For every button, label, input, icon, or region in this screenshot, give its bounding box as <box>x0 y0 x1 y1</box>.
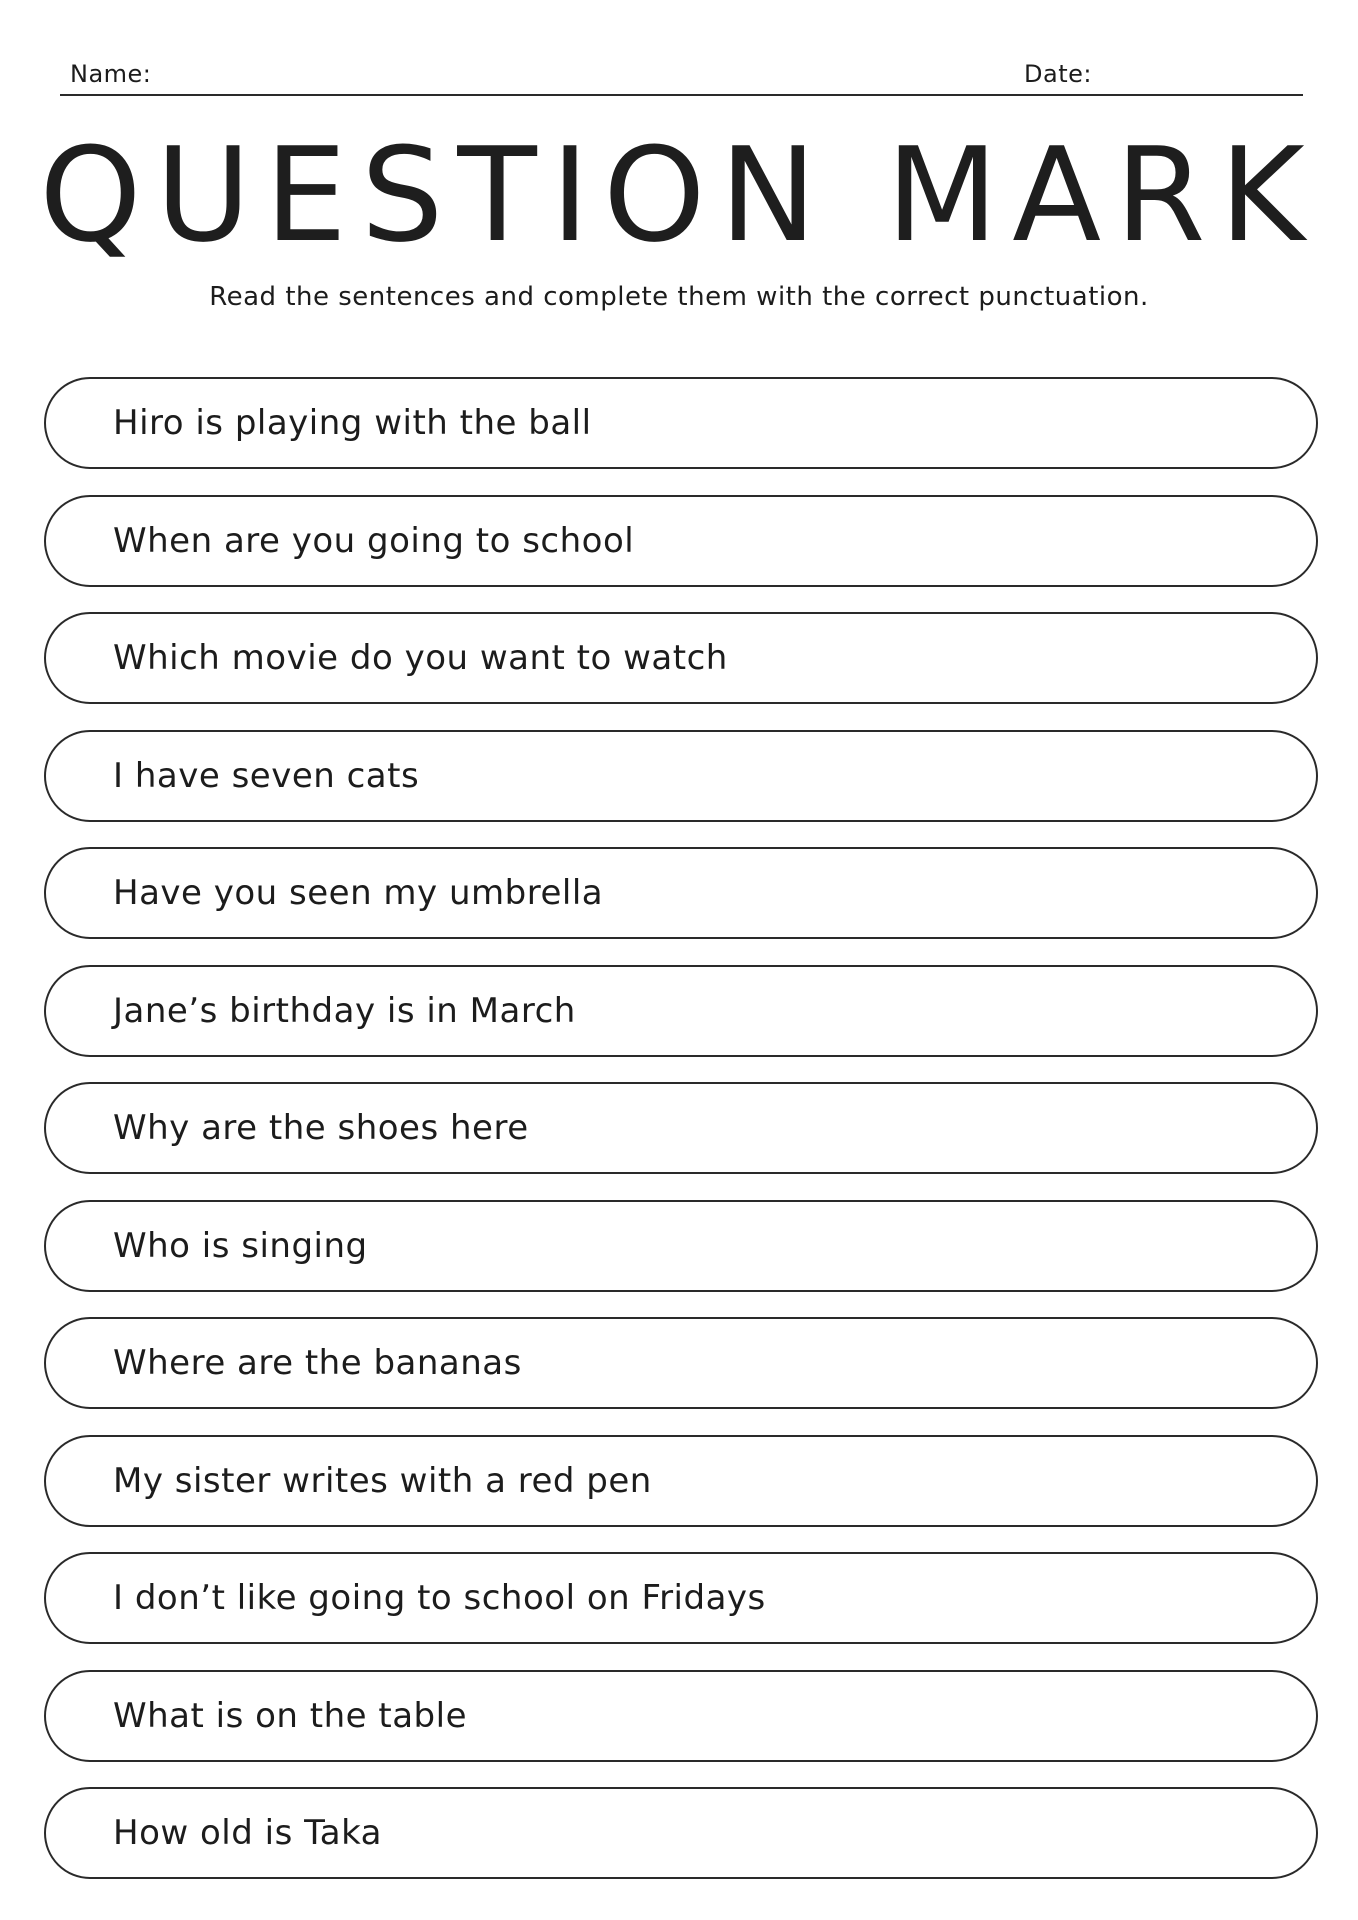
sentence-box-1[interactable] <box>44 377 1318 469</box>
sentence-box-8[interactable] <box>44 1200 1318 1292</box>
sentence-box-13[interactable] <box>44 1787 1318 1879</box>
sentence-box-5[interactable] <box>44 847 1318 939</box>
sentence-list <box>44 377 1318 1905</box>
name-label: Name: <box>70 60 152 88</box>
date-label: Date: <box>1024 60 1092 88</box>
header-row <box>60 58 1303 96</box>
sentence-text: Where are the bananas <box>113 1343 522 1383</box>
sentence-text: Jane’s birthday is in March <box>113 990 576 1031</box>
sentence-text: Hiro is playing with the ball <box>113 403 592 443</box>
sentence-text: When are you going to school <box>113 520 635 561</box>
sentence-box-2[interactable] <box>44 495 1318 587</box>
sentence-box-3[interactable] <box>44 612 1318 704</box>
sentence-box-12[interactable] <box>44 1670 1318 1762</box>
sentence-text: Which movie do you want to watch <box>113 638 728 678</box>
sentence-text: I have seven cats <box>113 755 420 796</box>
page-title: QUESTION MARK <box>39 119 1319 271</box>
sentence-text: Who is singing <box>113 1225 368 1266</box>
sentence-box-9[interactable] <box>44 1317 1318 1409</box>
sentence-text: I don’t like going to school on Fridays <box>113 1578 766 1618</box>
sentence-text: What is on the table <box>113 1695 467 1736</box>
sentence-box-4[interactable] <box>44 730 1318 822</box>
sentence-box-11[interactable] <box>44 1552 1318 1644</box>
sentence-text: How old is Taka <box>113 1813 382 1853</box>
sentence-box-6[interactable] <box>44 965 1318 1057</box>
instructions-text: Read the sentences and complete them with the correct punctuation. <box>209 282 1149 312</box>
sentence-box-10[interactable] <box>44 1435 1318 1527</box>
sentence-text: My sister writes with a red pen <box>113 1460 652 1501</box>
sentence-text: Have you seen my umbrella <box>113 873 604 913</box>
sentence-box-7[interactable] <box>44 1082 1318 1174</box>
sentence-text: Why are the shoes here <box>113 1108 529 1148</box>
